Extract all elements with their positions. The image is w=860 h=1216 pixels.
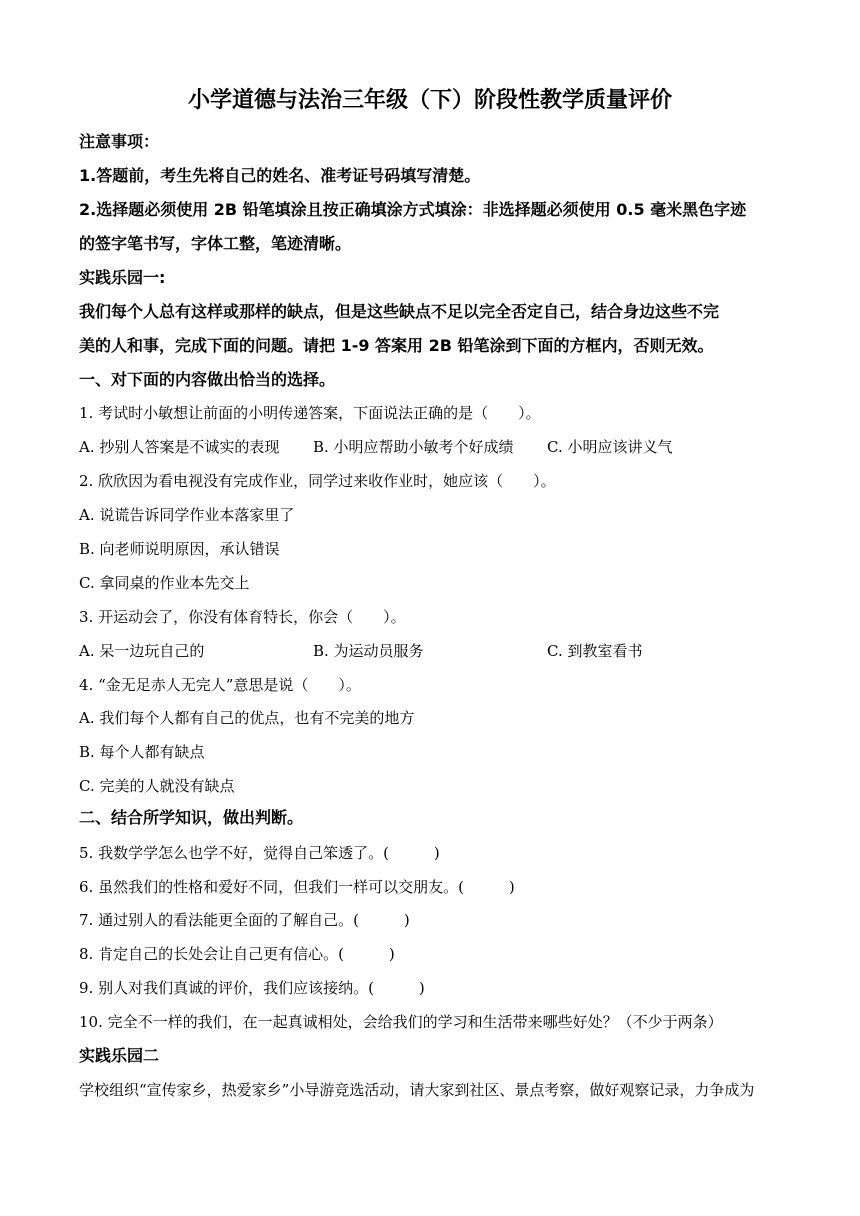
section2-heading: 实践乐园二 <box>79 1046 160 1065</box>
exam-title: 小学道德与法治三年级（下）阶段性教学质量评价 <box>187 88 672 113</box>
question-8: 8. 肯定自己的长处会让自己更有信心。( ) <box>79 945 395 963</box>
question-3-option-b: B. 为运动员服务 <box>313 642 424 660</box>
question-2-option-b: B. 向老师说明原因，承认错误 <box>79 540 280 558</box>
question-9: 9. 别人对我们真诚的评价，我们应该接纳。( ) <box>79 979 425 997</box>
question-1-option-a: A. 抄别人答案是不诚实的表现 <box>79 438 280 456</box>
notice-item-2-line-2: 的签字笔书写，字体工整，笔迹清晰。 <box>79 234 352 253</box>
section1-intro-line-2: 美的人和事，完成下面的问题。请把 1-9 答案用 2B 铅笔涂到下面的方框内，否则无效。 <box>79 336 714 355</box>
notice-item-1: 1.答题前，考生先将自己的姓名、准考证号码填写清楚。 <box>79 166 481 185</box>
question-4-option-b: B. 每个人都有缺点 <box>79 743 205 761</box>
question-3-option-a: A. 呆一边玩自己的 <box>79 642 205 660</box>
part1-heading: 一、对下面的内容做出恰当的选择。 <box>79 370 336 389</box>
section1-intro-line-1: 我们每个人总有这样或那样的缺点，但是这些缺点不足以完全否定自己，结合身边这些不完 <box>79 302 720 321</box>
question-1-option-b: B. 小明应帮助小敏考个好成绩 <box>313 438 514 456</box>
question-10: 10. 完全不一样的我们，在一起真诚相处，会给我们的学习和生活带来哪些好处？（不少于两条） <box>79 1013 723 1031</box>
notice-item-2-line-1: 2.选择题必须使用 2B 铅笔填涂且按正确填涂方式填涂：非选择题必须使用 0.5 毫米黑色字迹 <box>79 200 747 219</box>
question-3: 3. 开运动会了，你没有体育特长，你会（ ）。 <box>79 608 406 626</box>
question-4: 4. “金无足赤人无完人”意思是说（ ）。 <box>79 676 361 694</box>
question-4-option-c: C. 完美的人就没有缺点 <box>79 777 235 795</box>
part2-heading: 二、结合所学知识，做出判断。 <box>79 808 304 827</box>
question-4-option-a: A. 我们每个人都有自己的优点，也有不完美的地方 <box>79 709 415 727</box>
question-2: 2. 欣欣因为看电视没有完成作业，同学过来收作业时，她应该（ ）。 <box>79 472 556 490</box>
question-3-option-c: C. 到教室看书 <box>547 642 643 660</box>
question-2-option-a: A. 说谎告诉同学作业本落家里了 <box>79 506 295 524</box>
notice-heading: 注意事项： <box>79 132 160 151</box>
question-1-option-c: C. 小明应该讲义气 <box>547 438 673 456</box>
question-6: 6. 虽然我们的性格和爱好不同，但我们一样可以交朋友。( ) <box>79 878 515 896</box>
question-7: 7. 通过别人的看法能更全面的了解自己。( ) <box>79 911 410 929</box>
section2-intro: 学校组织“宣传家乡，热爱家乡”小导游竞选活动，请大家到社区、景点考察，做好观察记录，力争成为 <box>79 1081 755 1099</box>
section1-heading: 实践乐园一: <box>79 268 166 287</box>
question-2-option-c: C. 拿同桌的作业本先交上 <box>79 574 250 592</box>
question-1: 1. 考试时小敏想让前面的小明传递答案，下面说法正确的是（ ）。 <box>79 404 541 422</box>
question-5: 5. 我数学学怎么也学不好，觉得自己笨透了。( ) <box>79 844 440 862</box>
